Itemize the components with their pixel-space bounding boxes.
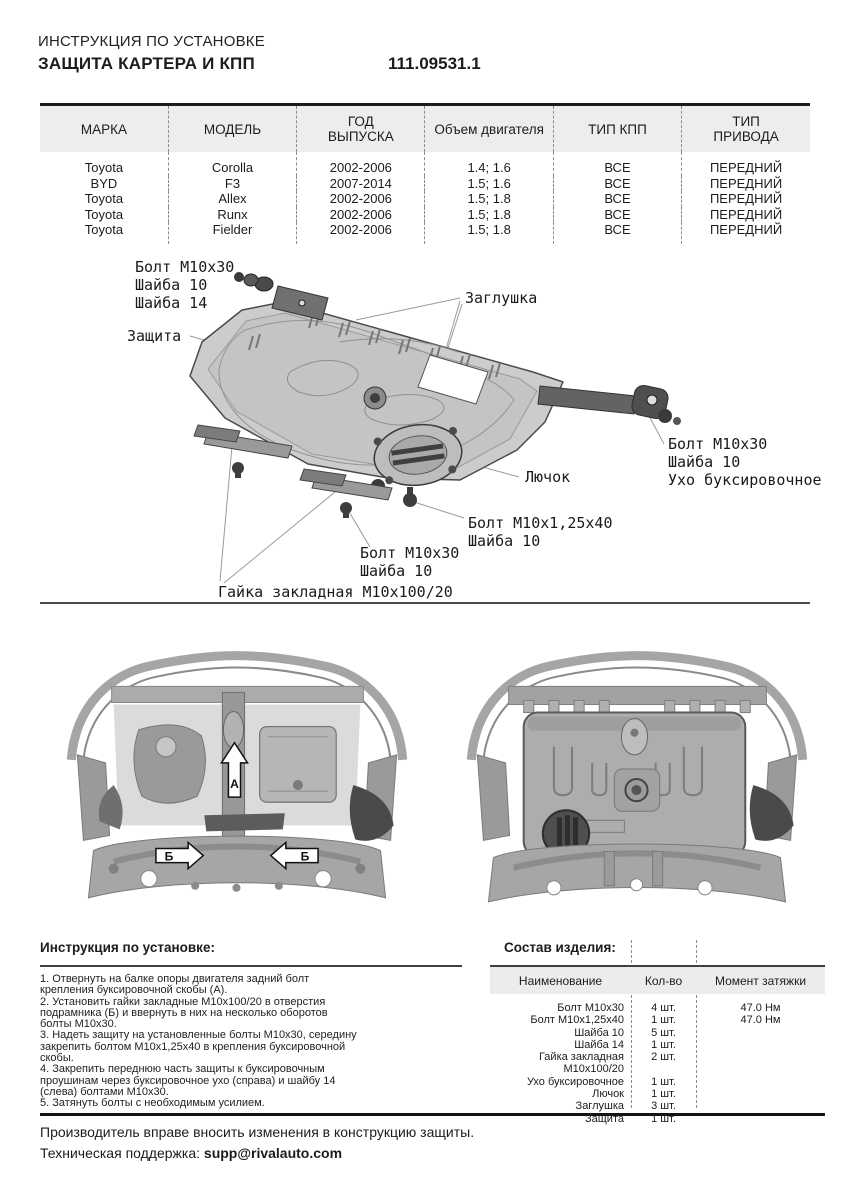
col-header-model: МОДЕЛЬ bbox=[168, 105, 296, 153]
label-bolt-m10x30-b: Болт М10х30 bbox=[360, 544, 460, 562]
parts-row: Лючок 1 шт. bbox=[592, 1088, 676, 1101]
parts-col-name: Наименование bbox=[518, 973, 603, 988]
parts-row: Гайка закладная М10х100/20 2 шт. bbox=[538, 1051, 676, 1076]
col-header-marka: МАРКА bbox=[40, 105, 168, 153]
install-heading-rule bbox=[40, 965, 462, 967]
subframe bbox=[488, 844, 785, 902]
subframe bbox=[88, 836, 385, 898]
install-heading: Инструкция по установке: bbox=[40, 940, 215, 955]
parts-row: Заглушка 3 шт. bbox=[575, 1100, 676, 1113]
table-row: Toyota Fielder 2002-2006 1.5; 1.8 ВСЕ ПЕРЕДНИЙ bbox=[40, 222, 810, 244]
label-plug: Заглушка bbox=[465, 289, 538, 307]
label-plate: Защита bbox=[127, 327, 182, 345]
exploded-view-diagram bbox=[40, 250, 840, 605]
label-washer-10-c: Шайба 10 bbox=[468, 532, 541, 550]
parts-header-row bbox=[490, 967, 825, 994]
front-beam bbox=[509, 686, 767, 704]
parts-row: Ухо буксировочное 1 шт. bbox=[526, 1075, 676, 1088]
install-step: 2. Установить гайки закладные М10х100/20 в отверстия подрамника (Б) и ввернуть в них на несколько оборотов болты М10х30. bbox=[40, 995, 328, 1031]
parts-row: Болт М10х30 4 шт. 47.0 Нм bbox=[557, 1002, 781, 1014]
label-washer-10-ear: Шайба 10 bbox=[668, 453, 741, 471]
label-washer-10-b: Шайба 10 bbox=[360, 562, 433, 580]
parts-row: Болт М10х1,25х40 1 шт. 47.0 Нм bbox=[530, 1014, 781, 1027]
support-line bbox=[40, 1145, 342, 1161]
col-header-drive: ТИП ПРИВОДА bbox=[682, 105, 810, 153]
engine-assembly bbox=[99, 692, 394, 843]
part-number: 111.09531.1 bbox=[388, 54, 481, 73]
parts-rows bbox=[490, 1002, 825, 1125]
bottom-rule bbox=[40, 1113, 825, 1116]
table-row: Toyota Allex 2002-2006 1.5; 1.8 ВСЕ ПЕРЕДНИЙ bbox=[40, 191, 810, 207]
parts-col-qty: Кол-во bbox=[644, 973, 683, 988]
tow-ear-arm bbox=[538, 384, 681, 425]
label-tow-ear: Ухо буксировочное bbox=[668, 471, 822, 489]
col-header-engine: Объем двигателя bbox=[425, 105, 553, 153]
support-email: supp@rivalauto.com bbox=[203, 1145, 343, 1161]
parts-row: Шайба 14 1 шт. bbox=[574, 1038, 676, 1051]
label-bolt-m10x125: Болт М10х1,25х40 bbox=[468, 514, 613, 532]
doc-type-line: ИНСТРУКЦИЯ ПО УСТАНОВКЕ bbox=[38, 33, 265, 50]
marker-a-letter: А bbox=[230, 777, 239, 792]
label-hatch: Лючок bbox=[525, 468, 571, 486]
parts-list bbox=[490, 940, 825, 1125]
table-row: BYD F3 2007-2014 1.5; 1.6 ВСЕ ПЕРЕДНИЙ bbox=[40, 176, 810, 192]
install-step: 5. Затянуть болты с необходимым усилием. bbox=[40, 1097, 265, 1110]
parts-row: Защита 1 шт. bbox=[585, 1112, 676, 1125]
support-label: Техническая поддержка: bbox=[40, 1145, 204, 1161]
col-header-year: ГОД ВЫПУСКА bbox=[297, 105, 425, 153]
label-washer-14-tl: Шайба 14 bbox=[135, 294, 208, 312]
marker-b-letter: Б bbox=[164, 849, 174, 864]
section-divider bbox=[40, 602, 810, 604]
install-step: 3. Надеть защиту на установленные болты М10х30, середину закрепить болтом М10х1,25х40 в крепления буксировочной скобы. bbox=[40, 1029, 357, 1065]
photo-underside-after bbox=[452, 634, 822, 918]
label-slide-nut: Гайка закладная М10х100/20 bbox=[218, 583, 453, 601]
label-bolt-m10x30-ear: Болт М10х30 bbox=[668, 435, 768, 453]
parts-heading: Состав изделия: bbox=[504, 940, 616, 955]
label-washer-10-tl: Шайба 10 bbox=[135, 276, 208, 294]
marker-b-letter: Б bbox=[300, 849, 310, 864]
page-title: ЗАЩИТА КАРТЕРА И КПП bbox=[38, 54, 255, 73]
manufacturer-note: Производитель вправе вносить изменения в конструкцию защиты. bbox=[40, 1124, 475, 1140]
table-row: Toyota Runx 2002-2006 1.5; 1.8 ВСЕ ПЕРЕДНИЙ bbox=[40, 207, 810, 223]
fitment-table-header bbox=[40, 105, 810, 153]
fitment-table bbox=[40, 103, 810, 244]
parts-col-torque: Момент затяжки bbox=[714, 973, 807, 988]
install-step: 1. Отвернуть на балке опоры двигателя задний болт крепления буксировочной скобы (А). bbox=[40, 973, 310, 997]
parts-row: Шайба 10 5 шт. bbox=[574, 1026, 676, 1039]
col-header-gearbox: ТИП КПП bbox=[553, 105, 681, 153]
center-bolt bbox=[403, 487, 417, 507]
install-step: 4. Закрепить переднюю часть защиты к буксировочным проушинам через буксировочное ухо (справа) и шайбу 14 (слева) болтами М10х30. bbox=[40, 1063, 336, 1098]
table-row: Toyota Corolla 2002-2006 1.4; 1.6 ВСЕ ПЕРЕДНИЙ bbox=[40, 152, 810, 176]
label-bolt-m10x30-tl: Болт М10х30 bbox=[135, 258, 235, 276]
install-steps bbox=[40, 974, 362, 1110]
photo-underside-before bbox=[52, 634, 422, 918]
